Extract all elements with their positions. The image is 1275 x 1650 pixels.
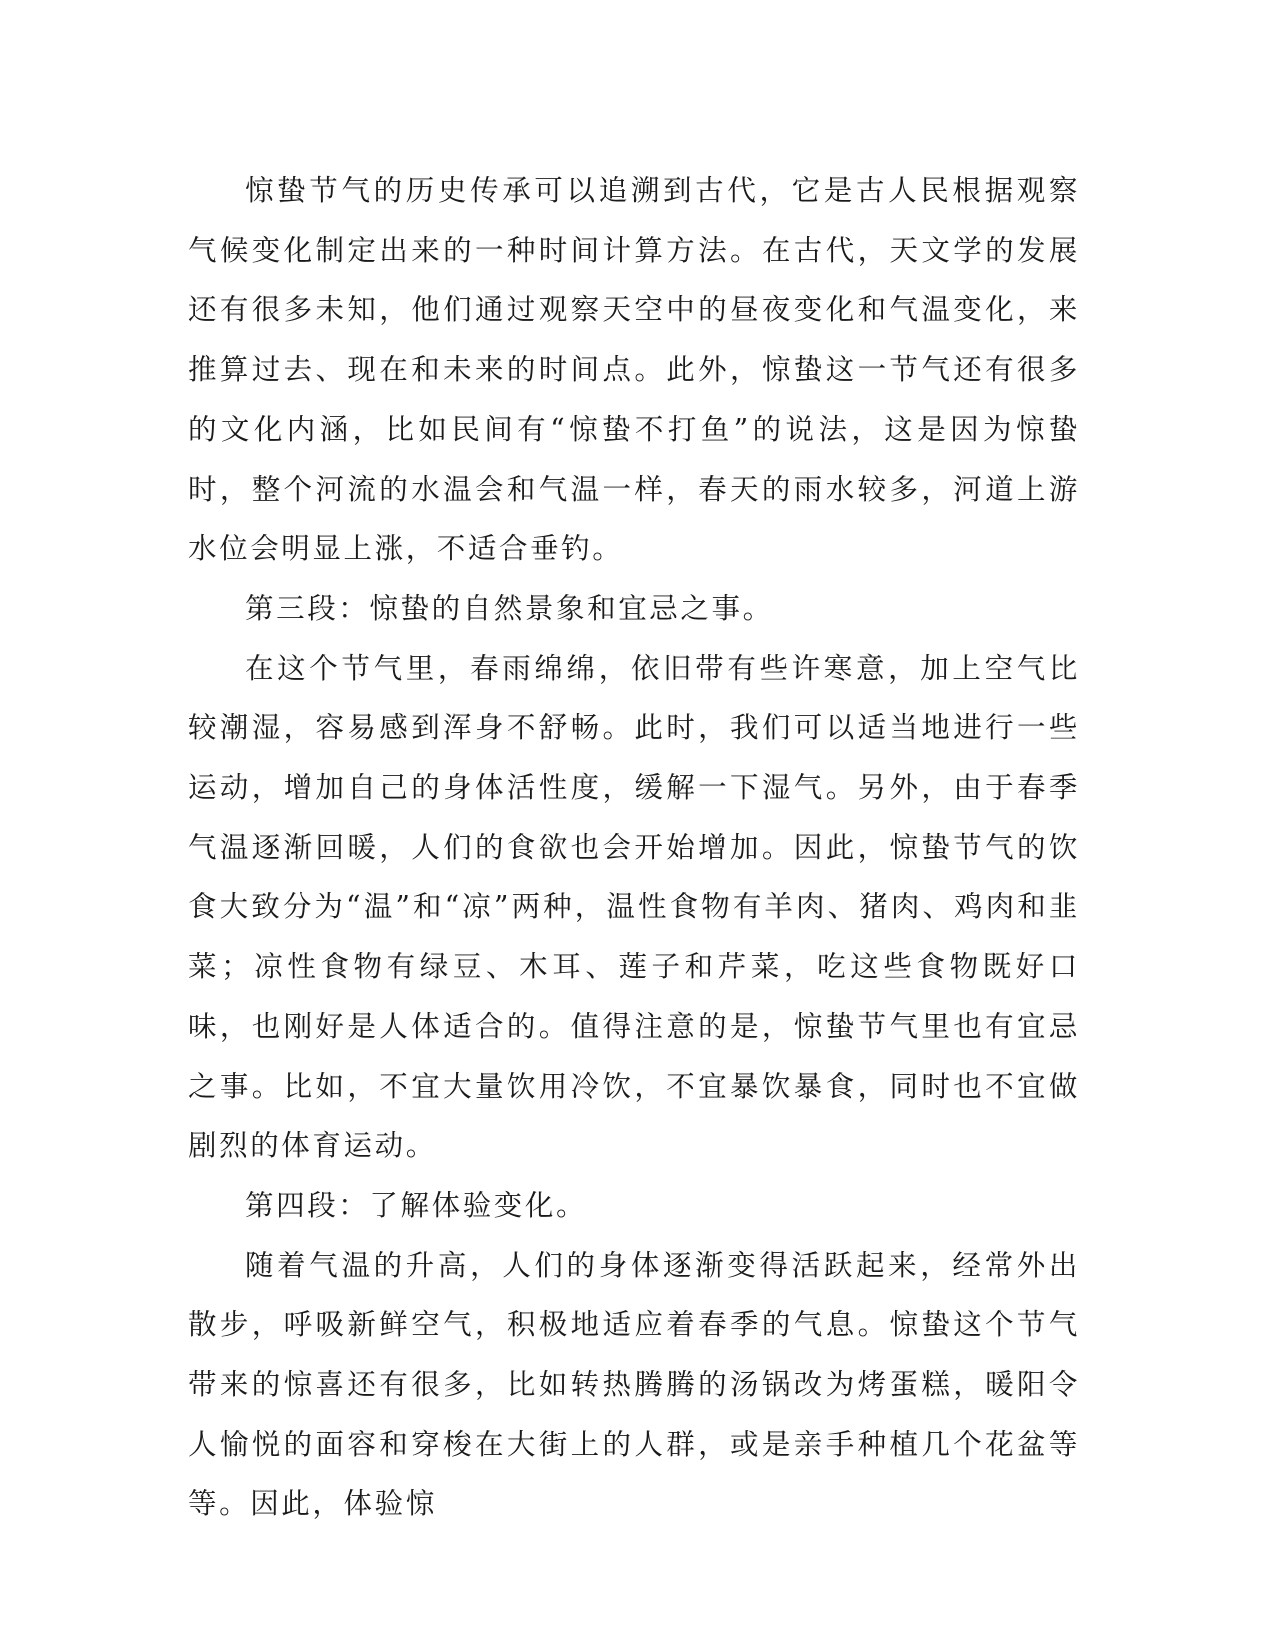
document-body <box>188 161 1080 1534</box>
paragraph-experience-changes: 随着气温的升高，人们的身体逐渐变得活跃起来，经常外出散步，呼吸新鲜空气，积极地适应着春季的气息。惊蛰这个节气带来的惊喜还有很多，比如转热腾腾的汤锅改为烤蛋糕，暖阳令人愉悦的面容和穿梭在大街上的人群，或是亲手种植几个花盆等等。因此，体验惊 <box>188 1248 1080 1521</box>
paragraph-history-tradition: 惊蛰节气的历史传承可以追溯到古代，它是古人民根据观察气候变化制定出来的一种时间计算方法。在古代，天文学的发展还有很多未知，他们通过观察天空中的昼夜变化和气温变化，来推算过去、现在和未来的时间点。此外，惊蛰这一节气还有很多的文化内涵，比如民间有“惊蛰不打鱼”的说法，这是因为惊蛰时，整个河流的水温会和气温一样，春天的雨水较多，河道上游水位会明显上涨，不适合垂钓。 <box>188 174 1080 566</box>
paragraph-nature-and-taboos: 在这个节气里，春雨绵绵，依旧带有些许寒意，加上空气比较潮湿，容易感到浑身不舒畅。此时，我们可以适当地进行一些运动，增加自己的身体活性度，缓解一下湿气。另外，由于春季气温逐渐回暖，人们的食欲也会开始增加。因此，惊蛰节气的饮食大致分为“温”和“凉”两种，温性食物有羊肉、猪肉、鸡肉和韭菜；凉性食物有绿豆、木耳、莲子和芹菜，吃这些食物既好口味，也刚好是人体适合的。值得注意的是，惊蛰节气里也有宜忌之事。比如，不宜大量饮用冷饮，不宜暴饮暴食，同时也不宜做剧烈的体育运动。 <box>188 651 1080 1163</box>
section-heading-four: 第四段：了解体验变化。 <box>245 1188 588 1222</box>
section-heading-three: 第三段：惊蛰的自然景象和宜忌之事。 <box>245 591 774 625</box>
